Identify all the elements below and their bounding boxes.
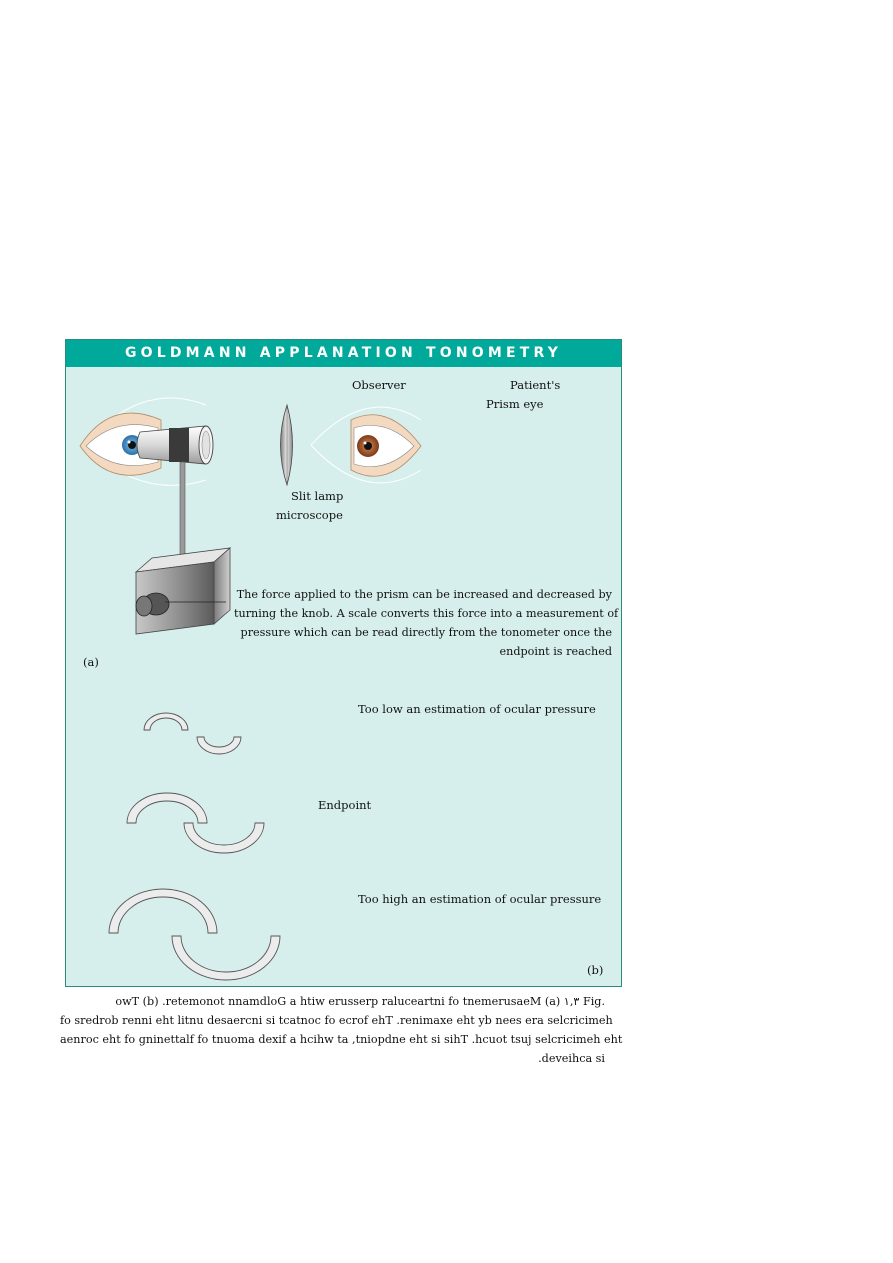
- caption-line: owT (b) .retemonot nnamdloG a htiw erusserp raluceartni fo tnemerusaeM (a) ۱,۳ Fig.: [115, 995, 605, 1008]
- microscope-label: microscope: [276, 508, 343, 522]
- endpoint-upper-semicircle: [127, 793, 207, 823]
- too-low-label: Too low an estimation of ocular pressure: [358, 702, 596, 716]
- too-low-lower-semicircle: [197, 737, 241, 754]
- description-line: endpoint is reached: [499, 645, 612, 658]
- caption-line: aenroc eht fo gninettalf fo tnuoma dexif a hcihw ta ,tniopdne eht si sihT .hcuot tsuj selcricimeh eht: [60, 1033, 623, 1046]
- caption-line: .deveihca si: [538, 1052, 605, 1065]
- description-line: pressure which can be read directly from the tonometer once the: [240, 626, 612, 639]
- prism-icon: [281, 405, 293, 485]
- panel-a-description: [234, 585, 619, 661]
- caption-line: fo sredrob renni eht litnu desaercni si tcatnoc fo ecrof ehT .renimaxe eht yb nees era selcricimeh: [60, 1014, 613, 1027]
- too-low-upper-semicircle: [144, 713, 188, 730]
- too-high-lower-semicircle: [172, 936, 280, 980]
- figure-title: GOLDMANN APPLANATION TONOMETRY: [66, 340, 621, 367]
- endpoint-label: Endpoint: [318, 798, 372, 812]
- prism-eye-label: Prism eye: [486, 397, 544, 411]
- figure-caption: [60, 992, 623, 1068]
- observer-label: Observer: [352, 378, 406, 392]
- description-line: The force applied to the prism can be increased and decreased by: [236, 588, 612, 601]
- patient-eye-icon: [351, 415, 421, 476]
- description-line: turning the knob. A scale converts this force into a measurement of: [234, 607, 619, 620]
- too-high-upper-semicircle: [109, 889, 217, 933]
- endpoint-lower-semicircle: [184, 823, 264, 853]
- tonometry-figure: [65, 339, 622, 987]
- tonometer-knob-icon: [136, 593, 169, 616]
- patients-label: Patient's: [510, 378, 561, 392]
- panel-a-label: (a): [83, 655, 99, 669]
- slit-lamp-label: Slit lamp: [291, 489, 344, 503]
- panel-b-label: (b): [587, 963, 604, 977]
- too-high-label: Too high an estimation of ocular pressure: [358, 892, 602, 906]
